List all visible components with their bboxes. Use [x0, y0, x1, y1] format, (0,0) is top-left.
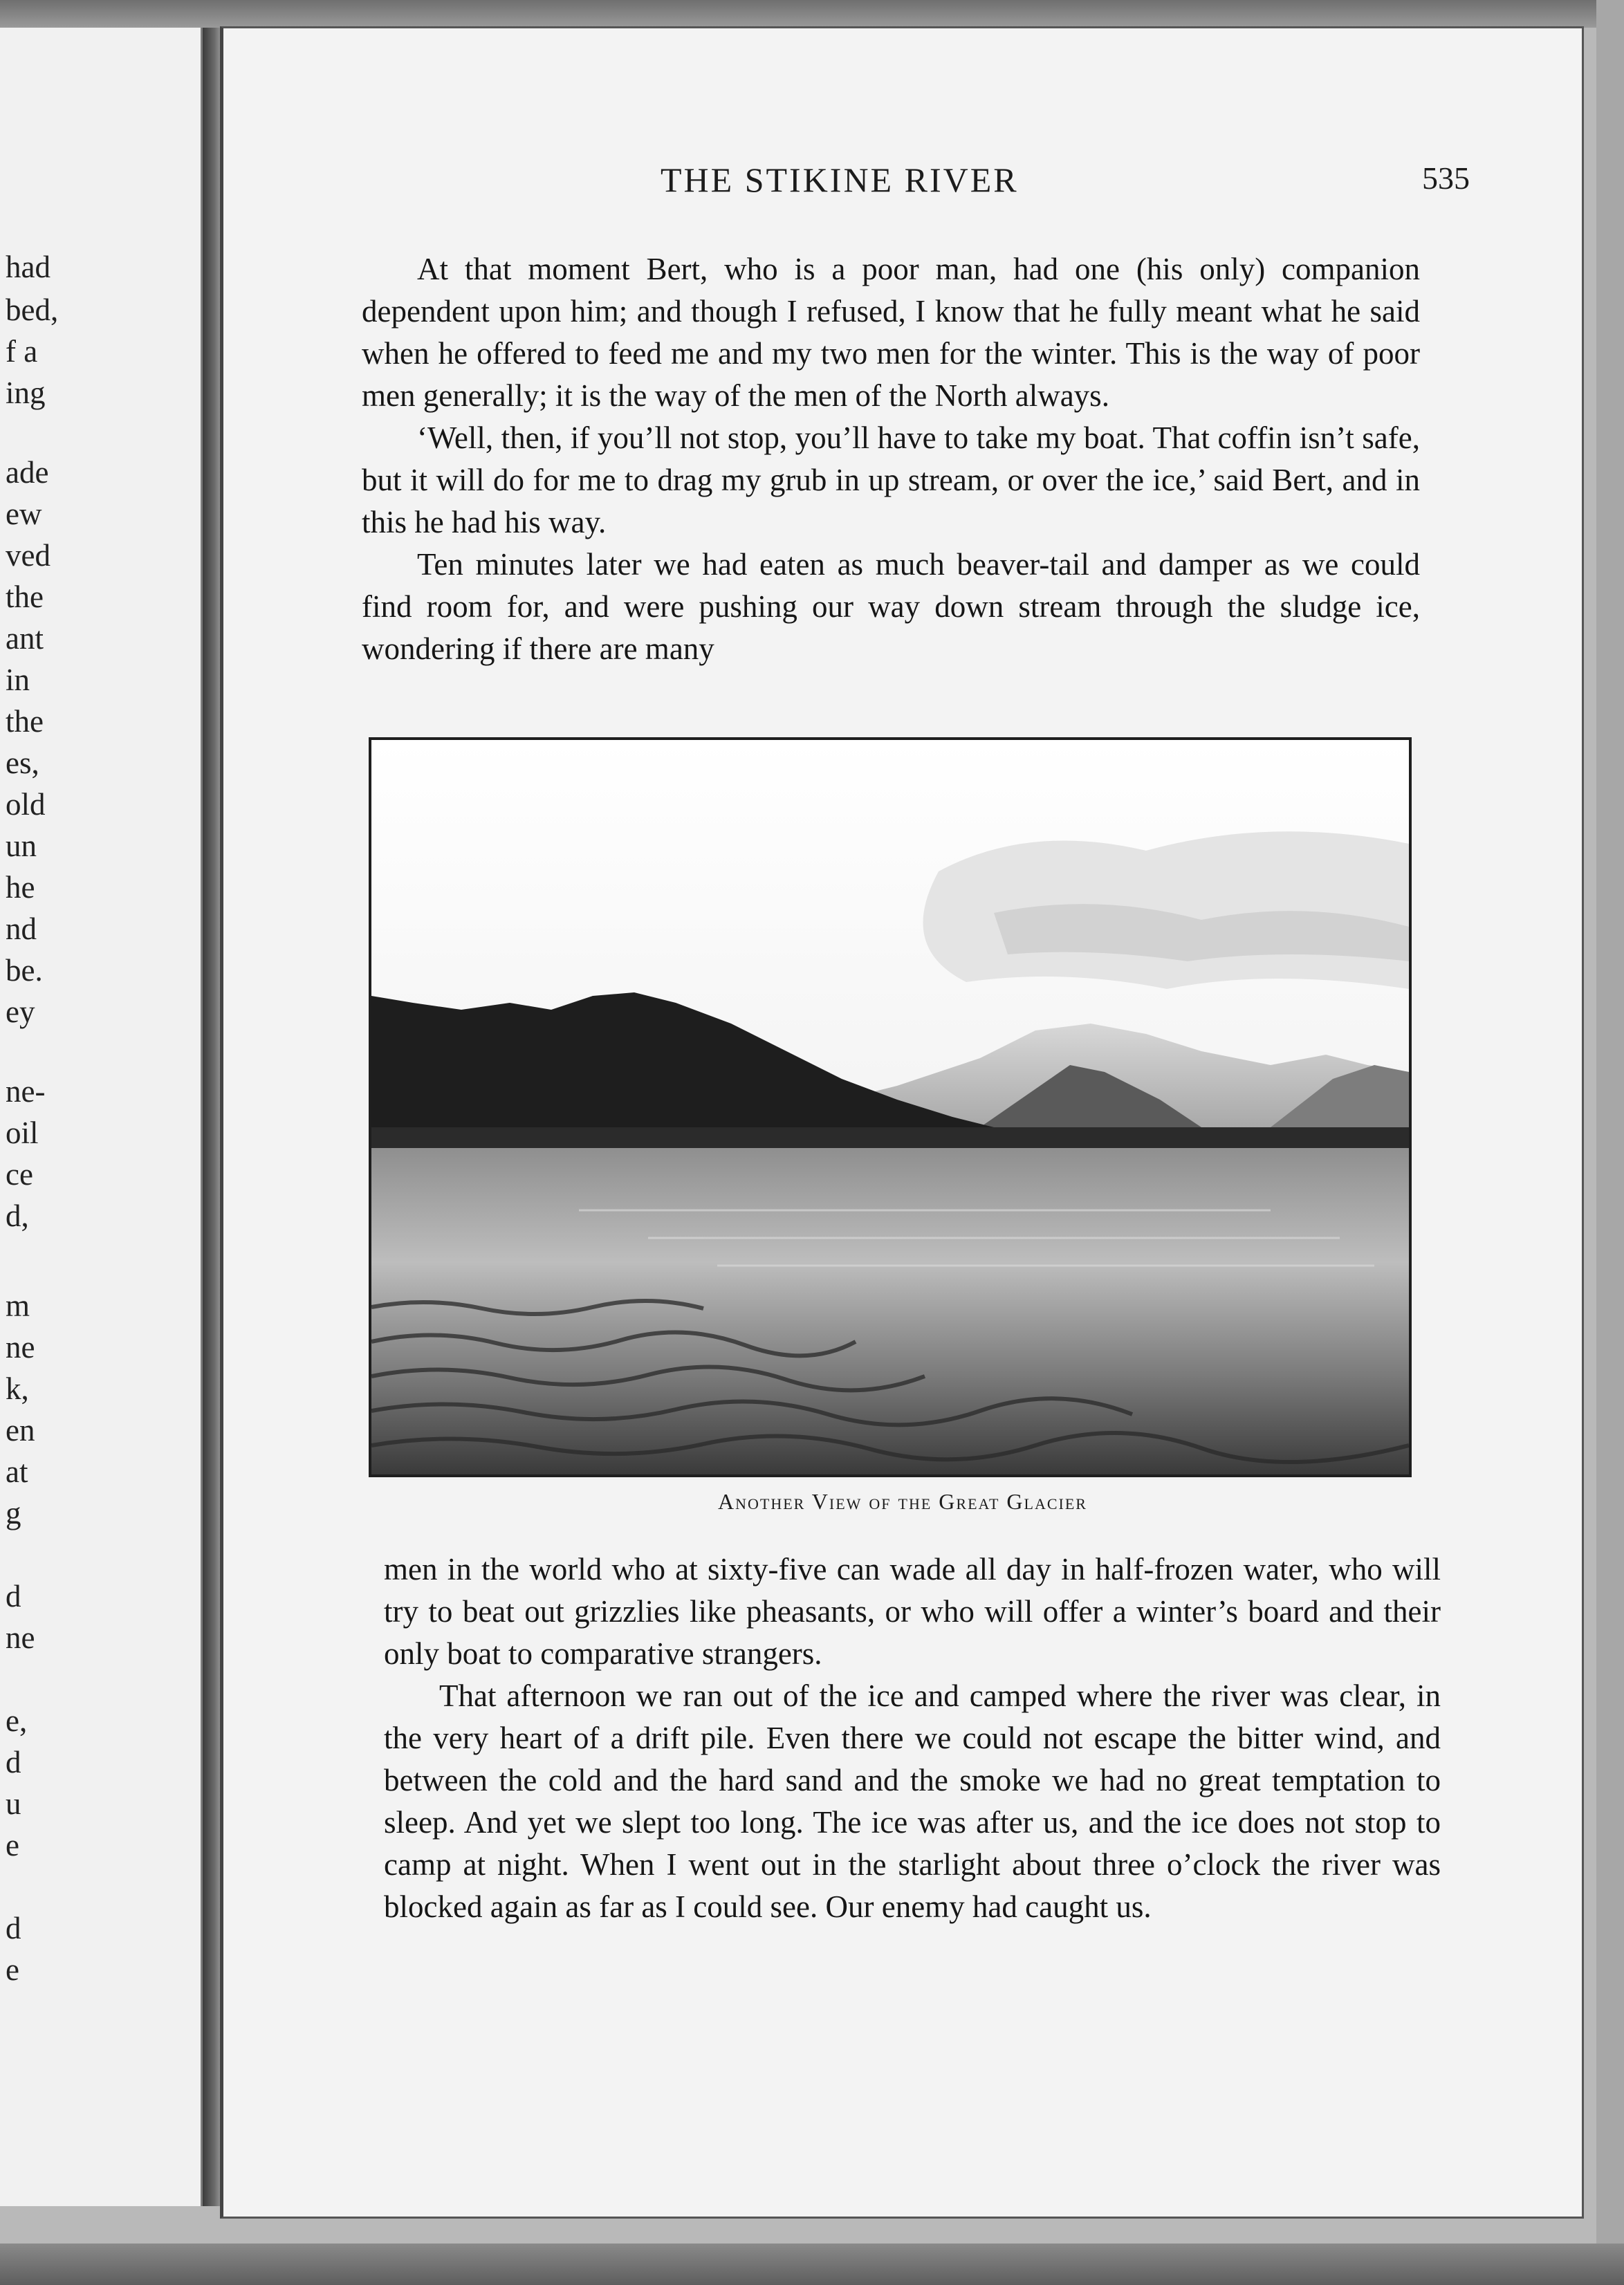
- fragment-text: d: [6, 1579, 21, 1613]
- fragment-text: e,: [6, 1703, 28, 1738]
- fragment-text: the: [6, 580, 44, 614]
- paragraph: Ten minutes later we had eaten as much beaver-tail and damper as we could find room for, and were pushing our way down stream through the sludge ice, wondering if there are many: [362, 547, 1420, 666]
- paragraph: men in the world who at sixty-five can wade all day in half-frozen water, who will try to beat out grizzlies like pheasants, or who will offer a winter’s board and their only boat to comparative strangers.: [384, 1552, 1441, 1671]
- fragment-text: ne-: [6, 1074, 46, 1109]
- fragment-text: at: [6, 1454, 28, 1489]
- fragment-text: g: [6, 1496, 21, 1530]
- page-number: 535: [1422, 160, 1470, 196]
- fragment-text: the: [6, 704, 44, 739]
- fragment-text: d,: [6, 1199, 29, 1233]
- fragment-text: un: [6, 829, 37, 863]
- paragraph: At that moment Bert, who is a poor man, had one (his only) companion dependent upon him; and though I refused, I know that he fully meant what he said when he offered to feed me and my two men for the winter. This is the way of poor men generally; it is the way of the men of the North always.: [362, 252, 1420, 413]
- running-title: THE STIKINE RIVER: [661, 160, 1019, 199]
- fragment-text: ce: [6, 1157, 33, 1192]
- scan-border-bottom: [0, 2244, 1624, 2285]
- fragment-text: d: [6, 1911, 21, 1945]
- fragment-text: f a: [6, 334, 38, 369]
- fragment-text: m: [6, 1288, 30, 1323]
- fragment-text: u: [6, 1786, 21, 1821]
- fragment-text: ing: [6, 376, 46, 410]
- paragraph: That afternoon we ran out of the ice and camped where the river was clear, in the very heart of a drift pile. Even there we could not escape the bitter wind, and between the cold and the hard sand and the smoke we had no great temptation to sleep. And yet we slept too long. The ice was after us, and the ice does not stop to camp at night. When I went out in the starlight about three o’clock the river was blocked again as far as I could see. Our enemy had caught us.: [384, 1678, 1441, 1924]
- fragment-text: had: [6, 250, 50, 284]
- fragment-text: k,: [6, 1371, 29, 1406]
- scan-border-right: [1596, 0, 1624, 2285]
- body-text-bottom: [384, 1548, 1441, 1928]
- body-text-top: [362, 248, 1420, 670]
- fragment-text: ey: [6, 995, 35, 1029]
- paragraph: ‘Well, then, if you’ll not stop, you’ll have to take my boat. That coffin isn’t safe, but it will do for me to drag my grub in up stream, or over the ice,’ said Bert, and in this he had his way.: [362, 420, 1420, 539]
- fragment-text: he: [6, 870, 35, 905]
- fragment-text: be.: [6, 953, 43, 988]
- fragment-text: d: [6, 1745, 21, 1779]
- fragment-text: ne: [6, 1330, 35, 1364]
- fragment-text: ew: [6, 497, 42, 531]
- facing-page-left: [0, 28, 203, 2206]
- fragment-text: es,: [6, 746, 39, 780]
- fragment-text: e: [6, 1828, 19, 1862]
- fragment-text: oil: [6, 1116, 39, 1150]
- scan-border-top: [0, 0, 1624, 28]
- fragment-text: e: [6, 1952, 19, 1987]
- page-header: [223, 160, 1582, 208]
- fragment-text: ant: [6, 621, 44, 656]
- fragment-text: en: [6, 1413, 35, 1447]
- fragment-text: ved: [6, 538, 50, 573]
- book-page: [220, 26, 1584, 2219]
- fragment-text: ade: [6, 455, 49, 490]
- fragment-text: ne: [6, 1620, 35, 1655]
- fragment-text: bed,: [6, 293, 59, 327]
- fragment-text: in: [6, 663, 30, 697]
- book-gutter: [203, 28, 222, 2206]
- illustration-glacier: [369, 737, 1412, 1477]
- fragment-text: nd: [6, 912, 37, 946]
- fragment-text: old: [6, 787, 46, 822]
- landscape-illustration: [371, 740, 1409, 1474]
- figure-caption: Another View of the Great Glacier: [718, 1489, 1087, 1514]
